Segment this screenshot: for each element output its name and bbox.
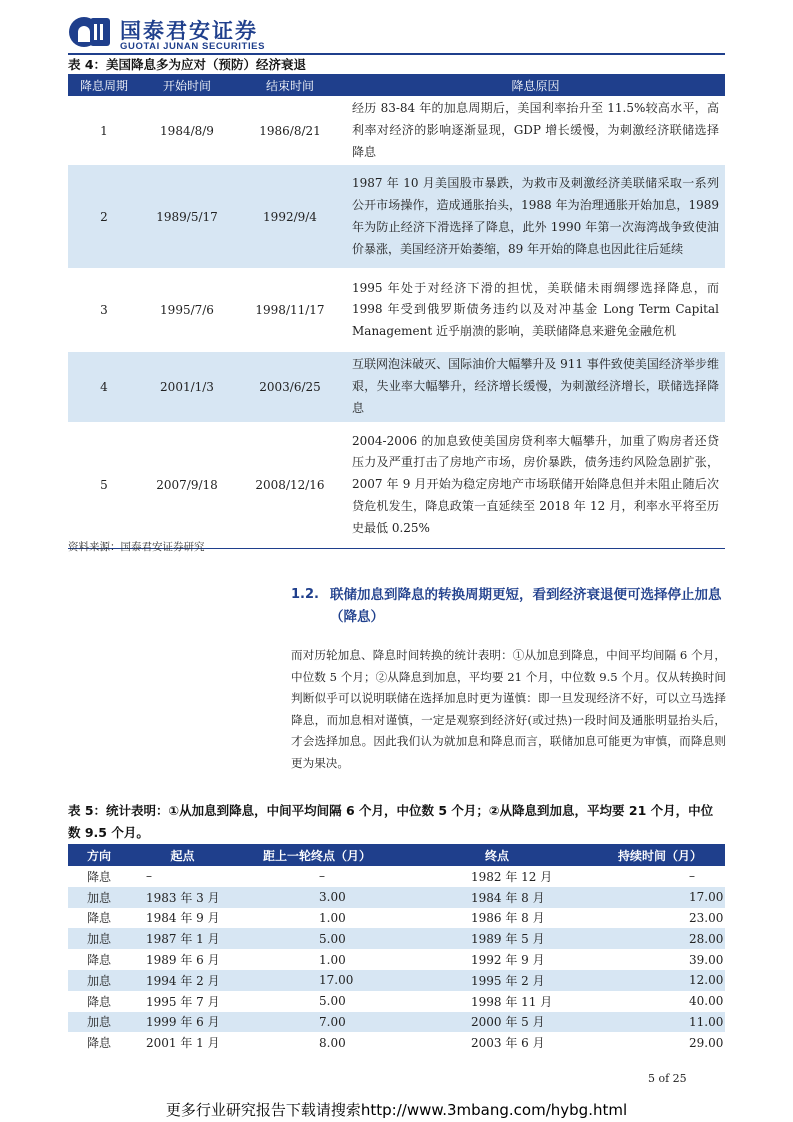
table-row — [68, 887, 725, 908]
table4-title: 表 4：美国降息多为应对（预防）经济衰退 — [68, 57, 307, 72]
cell-end: 2003/6/25 — [234, 352, 346, 421]
cell-start: 1989/5/17 — [140, 165, 234, 268]
cell-end: 1984 年 8 月 — [399, 887, 595, 908]
col-header-reason: 降息原因 — [346, 75, 725, 96]
footer-promo-text: 更多行业研究报告下载请搜索http://www.3mbang.com/hybg.html — [165, 1101, 628, 1119]
cell-start: 1995/7/6 — [160, 303, 214, 318]
cell-end: 1992/9/4 — [234, 165, 346, 268]
brand-name-en: GUOTAI JUNAN SECURITIES — [120, 41, 266, 52]
cell-start: 1987 年 1 月 — [130, 928, 235, 949]
table-row — [68, 352, 725, 421]
col-header-end: 结束时间 — [234, 75, 346, 96]
table-row — [68, 268, 725, 352]
cell-direction: 加息 — [68, 1012, 130, 1033]
cell-cycle: 2 — [68, 165, 140, 268]
cell-end: 1995 年 2 月 — [399, 970, 595, 991]
cell-reason: 经历 83-84 年的加息周期后，美国利率抬升至 11.5%较高水平，高利率对经济的影响逐渐显现，GDP 增长缓慢，为刺激经济联储选择降息 — [352, 101, 719, 159]
col-header-direction: 方向 — [68, 844, 130, 866]
cell-start: 1983 年 3 月 — [130, 887, 235, 908]
cell-start: 1989 年 6 月 — [146, 953, 220, 968]
cell-cycle: 1 — [100, 123, 108, 138]
cell-reason: 1995 年处于对经济下滑的担忧，美联储未雨绸缪选择降息，而 1998 年受到俄罗斯债务违约以及对冲基金 Long Term Capital Management 近乎崩溃的影响，美联储降息来避免金融危机 — [352, 280, 719, 339]
cell-duration: – — [689, 869, 695, 884]
header-divider — [68, 53, 725, 55]
cell-direction: 降息 — [86, 911, 111, 926]
cell-cycle: 5 — [68, 422, 140, 549]
col-header-cycle: 降息周期 — [68, 75, 140, 96]
cell-direction: 降息 — [86, 953, 111, 968]
cell-gap: – — [319, 869, 325, 884]
cell-start: 1984 年 9 月 — [146, 911, 220, 926]
cell-duration: 23.00 — [689, 910, 724, 925]
page-number: 5 of 25 — [648, 1072, 687, 1085]
cell-duration: 11.00 — [595, 1012, 725, 1033]
cell-duration: 17.00 — [595, 887, 725, 908]
cell-direction: 加息 — [68, 928, 130, 949]
table-row — [68, 1012, 725, 1033]
cell-reason: 互联网泡沫破灭、国际油价大幅攀升及 911 事件致使美国经济举步维艰，失业率大幅攀升，经济增长缓慢，为刺激经济增长，联储选择降息 — [346, 352, 725, 421]
cell-direction: 加息 — [68, 970, 130, 991]
cell-end: 1982 年 12 月 — [471, 869, 553, 884]
table-row — [68, 970, 725, 991]
table-row — [68, 991, 725, 1012]
cell-start: 1995 年 7 月 — [146, 994, 220, 1009]
cell-end: 1998 年 11 月 — [471, 994, 553, 1009]
table5-title: 表 5：统计表明：①从加息到降息，中间平均间隔 6 个月，中位数 5 个月；②从降息到加息，平均要 21 个月，中位数 9.5 个月。 — [68, 803, 714, 840]
cell-reason: 1987 年 10 月美国股市暴跌，为救市及刺激经济美联储采取一系列公开市场操作，造成通胀抬头，1988 年为治理通胀开始加息，1989 年为防止经济下滑选择了降息，此外 1990 年第一次海湾战争致使油价暴涨，美国经济开始萎缩，89 年开始的降息也因此往后延续 — [346, 165, 725, 268]
cell-duration: 39.00 — [689, 952, 724, 967]
cell-duration: 28.00 — [595, 928, 725, 949]
section-title: 联储加息到降息的转换周期更短，看到经济衰退便可选择停止加息（降息） — [330, 587, 722, 625]
cell-end: 1989 年 5 月 — [399, 928, 595, 949]
table-row — [68, 866, 725, 887]
col-header-start: 开始时间 — [140, 75, 234, 96]
col-header-gap: 距上一轮终点（月） — [235, 844, 399, 866]
cell-direction: 降息 — [86, 994, 111, 1009]
cell-start: – — [146, 869, 152, 884]
col-header-start: 起点 — [130, 844, 235, 866]
cell-end: 2008/12/16 — [234, 422, 346, 549]
cell-start: 2001 年 1 月 — [146, 1036, 220, 1051]
col-header-end: 终点 — [399, 844, 595, 866]
table4-header-row — [68, 75, 725, 96]
company-logo-icon — [68, 16, 112, 48]
hike-cut-transition-table — [68, 844, 725, 1053]
table-row — [68, 949, 725, 970]
section-number: 1.2. — [291, 587, 319, 602]
cell-direction: 加息 — [68, 887, 130, 908]
rate-cut-cycles-table — [68, 75, 725, 549]
table-row — [68, 96, 725, 165]
cell-gap: 5.00 — [235, 928, 399, 949]
cell-end: 1986 年 8 月 — [471, 911, 545, 926]
cell-gap: 1.00 — [319, 952, 346, 967]
body-paragraph: 而对历轮加息、降息时间转换的统计表明：①从加息到降息，中间平均间隔 6 个月，中位数 5 个月；②从降息到加息，平均要 21 个月，中位数 9.5 个月。仅从转换时间判断似乎可以说明联储在选择加息时更为谨慎：即一旦发现经济不好，可以立马选择降息，而加息相对谨慎，一定是观察到经济好(或过热)一段时间及通胀明显抬头后，才会选择加息。因此我们认为就加息和降息而言，联储加息可能更为审慎，而降息则更为果决。 — [291, 648, 726, 770]
cell-end: 1992 年 9 月 — [471, 953, 545, 968]
cell-start: 2001/1/3 — [140, 352, 234, 421]
report-header — [68, 14, 725, 54]
cell-direction: 降息 — [86, 1036, 111, 1051]
table-row — [68, 422, 725, 549]
cell-cycle: 4 — [68, 352, 140, 421]
cell-end: 2000 年 5 月 — [399, 1012, 595, 1033]
cell-start: 2007/9/18 — [140, 422, 234, 549]
cell-gap: 3.00 — [235, 887, 399, 908]
cell-reason: 2004-2006 的加息致使美国房贷利率大幅攀升，加重了购房者还贷压力及严重打击了房地产市场，房价暴跌，债务违约风险急剧扩张，2007 年 9 月开始为稳定房地产市场联储开始降息但并未阻止随后次贷危机发生，降息政策一直延续至 2018 年 12 月，利率水平将至历史最低 0.25% — [346, 422, 725, 549]
cell-gap: 1.00 — [319, 910, 346, 925]
cell-end: 1998/11/17 — [255, 303, 325, 318]
cell-gap: 7.00 — [235, 1012, 399, 1033]
cell-start: 1984/8/9 — [160, 123, 214, 138]
cell-end: 1986/8/21 — [259, 123, 321, 138]
cell-start: 1994 年 2 月 — [130, 970, 235, 991]
col-header-duration: 持续时间（月） — [595, 844, 725, 866]
cell-gap: 17.00 — [235, 970, 399, 991]
cell-duration: 12.00 — [595, 970, 725, 991]
cell-gap: 5.00 — [319, 994, 346, 1009]
table5-header-row — [68, 844, 725, 866]
cell-direction: 降息 — [86, 869, 111, 884]
table-row — [68, 928, 725, 949]
cell-gap: 8.00 — [319, 1035, 346, 1050]
table4-source: 资料来源：国泰君安证券研究 — [68, 541, 205, 553]
table-row — [68, 165, 725, 268]
cell-start: 1999 年 6 月 — [130, 1012, 235, 1033]
brand-name-cn: 国泰君安证券 — [120, 19, 258, 43]
table-row — [68, 908, 725, 929]
cell-end: 2003 年 6 月 — [471, 1036, 545, 1051]
cell-duration: 29.00 — [689, 1035, 724, 1050]
cell-cycle: 3 — [100, 303, 108, 318]
cell-duration: 40.00 — [689, 994, 724, 1009]
table-row — [68, 1032, 725, 1053]
